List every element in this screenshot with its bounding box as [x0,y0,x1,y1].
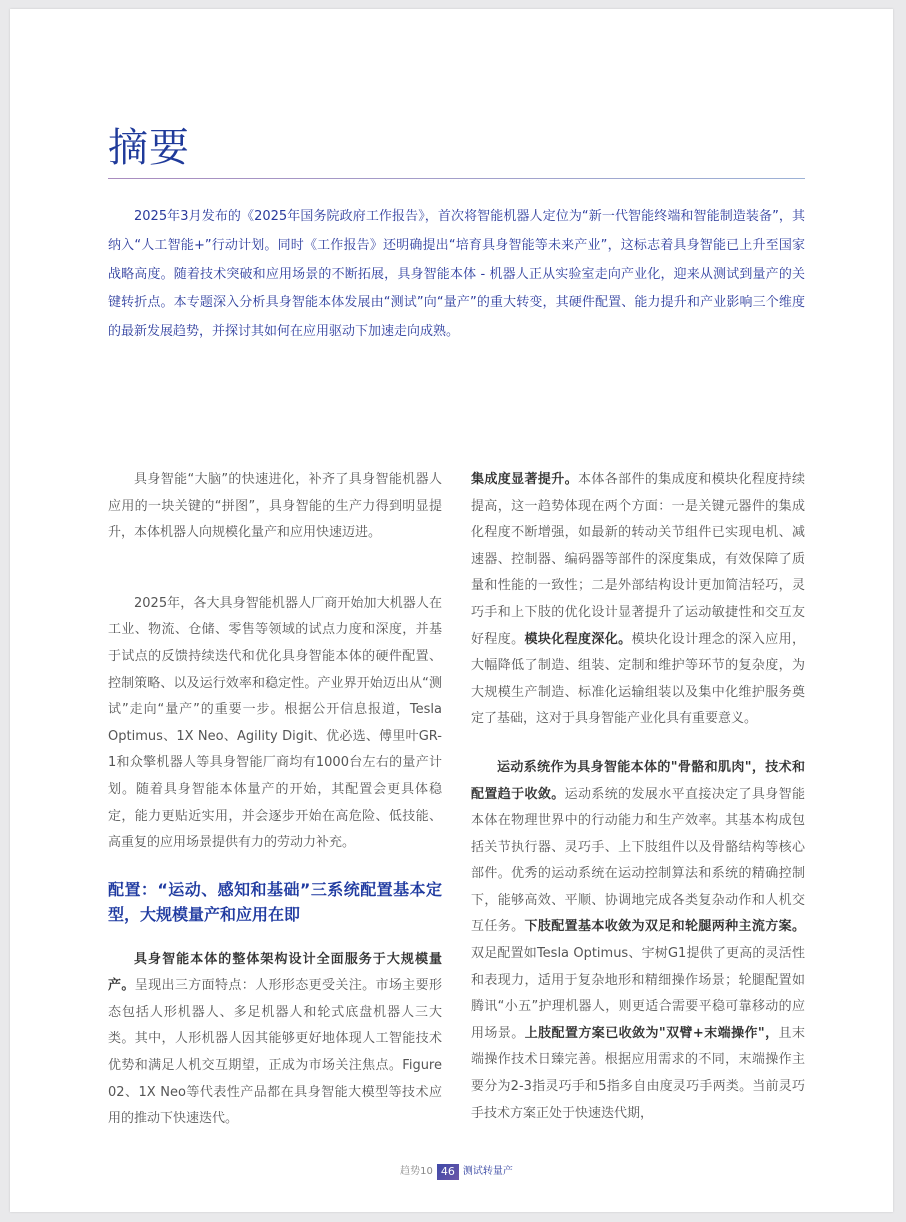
body-text: 且末端操作技术日臻完善。根据应用需求的不同，末端操作主要分为2-3指灵巧手和5指多自由度灵巧手两类。当前灵巧手技术方案正处于快速迭代期， [471,1025,805,1121]
right-column [471,467,805,1133]
left-column [108,467,456,1133]
body-text: 模块化设计理念的深入应用，大幅降低了制造、组装、定制和维护等环节的复杂度，为大规模生产制造、标准化运输组装以及集中化维护服务奠定了基础，这对于具身智能产业化具有重要意义。 [471,631,805,727]
title-divider [108,178,805,179]
body-paragraph [471,467,805,733]
body-paragraph: 2025年，各大具身智能机器人厂商开始加大机器人在工业、物流、仓储、零售等领域的试点力度和深度，并基于试点的反馈持续迭代和优化具身智能本体的硬件配置、控制策略、以及运行效率和稳定性。产业界开始迈出从“测试”走向“量产”的重要一步。根据公开信息报道，Tesla Optimus、1X Neo、Agility Digit、优必选、傅里叶GR-1和众擎机器人等具身智能厂商均有1000台左右的量产计划。随着具身智能本体量产的开始，其配置会更具体稳定，能力更贴近实用，并会逐步开始在高危险、低技能、高重复的应用场景提供有力的劳动力补充。 [108,595,456,851]
body-paragraph [471,755,805,1127]
body-text: 本体各部件的集成度和模块化程度持续提高，这一趋势体现在两个方面：一是关键元器件的集成化程度不断增强，如最新的转动关节组件已实现电机、减速器、控制器、编码器等部件的深度集成，有效保障了质量和性能的一致性；二是外部结构设计更加简洁轻巧，灵巧手和上下肢的优化设计显著提升了运动敏捷性和交互友好程度。 [471,471,805,647]
section-heading: 配置：“运动、感知和基础”三系统配置基本定型，大规模量产和应用在即 [108,879,442,924]
body-paragraph: 具身智能“大脑”的快速进化，补齐了具身智能机器人应用的一块关键的“拼图”，具身智能的生产力得到明显提升，本体机器人向规模化量产和应用快速迈进。 [108,471,442,541]
bold-lead: 下肢配置基本收敛为双足和轮腿两种主流方案。 [524,919,805,935]
bold-lead: 上肢配置方案已收敛为"双臂+末端操作"， [524,1025,779,1041]
abstract-paragraph: 2025年3月发布的《2025年国务院政府工作报告》，首次将智能机器人定位为“新一代智能终端和智能制造装备”，其纳入“人工智能+”行动计划。同时《工作报告》还明确提出“培育具身智能等未来产业”，这标志着具身智能已上升至国家战略高度。随着技术突破和应用场景的不断拓展，具身智能本体 - 机器人正从实验室走向产业化，迎来从测试到量产的关键转折点。本专题深入分析具身智能本体发展由“测试”向“量产”的重大转变，其硬件配置、能力提升和产业影响三个维度的最新发展趋势，并探讨其如何在应用驱动下加速走向成熟。 [108,209,805,340]
page-footer [108,1163,805,1182]
page-title: 摘要 [108,125,190,171]
page-number: 46 [437,1164,459,1180]
body-text: 运动系统的发展水平直接决定了具身智能本体在物理世界中的行动能力和生产效率。其基本构成包括关节执行器、灵巧手、上下肢组件以及骨骼结构等核心部件。优秀的运动系统在运动控制算法和系统的精确控制下，能够高效、平顺、协调地完成各类复杂动作和人机交互任务。 [471,786,805,935]
bold-lead: 运动系统作为具身智能本体的"骨骼和肌肉"，技术和配置趋于收敛。 [471,759,805,802]
body-columns [108,467,805,1133]
bold-lead: 具身智能本体的整体架构设计全面服务于大规模量产。 [108,951,442,994]
footer-section: 测试转量产 [462,1165,513,1177]
bold-lead: 集成度显著提升。 [471,471,578,487]
document-page [10,9,893,1212]
footer-series: 趋势10 [400,1165,433,1177]
bold-lead: 模块化程度深化。 [524,631,632,647]
body-paragraph [108,947,442,1133]
body-text: 双足配置如Tesla Optimus、宇树G1提供了更高的灵活性和表现力，适用于复杂地形和精细操作场景；轮腿配置如腾讯“小五”护理机器人，则更适合需要平稳可靠移动的应用场景。 [471,946,805,1041]
body-text: 呈现出三方面特点：人形形态更受关注。市场主要形态包括人形机器人、多足机器人和轮式底盘机器人三大类。其中，人形机器人因其能够更好地体现人工智能技术优势和满足人机交互期望，正成为市场关注焦点。Figure 02、1X Neo等代表性产品都在具身智能大模型等技术应用的推动下快速迭代。 [108,978,442,1127]
